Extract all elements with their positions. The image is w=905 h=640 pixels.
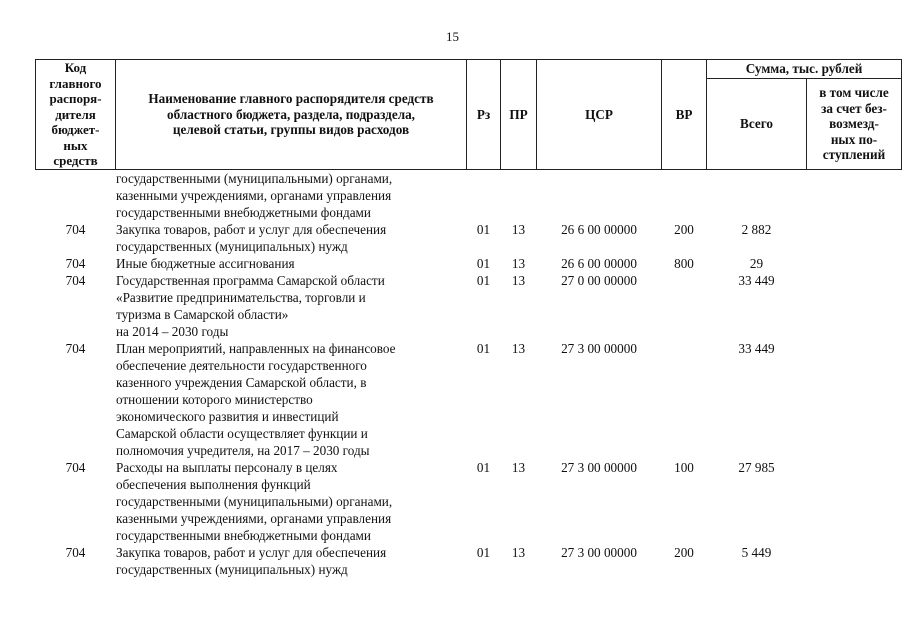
row-csr: 26 6 00 00000 [561, 255, 637, 271]
row-code: 704 [65, 459, 86, 475]
row-name [116, 340, 467, 459]
table-row [36, 459, 902, 544]
row-extra [807, 459, 902, 544]
row-name-line: государственными (муниципальными) органами, [116, 170, 393, 186]
row-name-line: государственными внебюджетными фондами [116, 204, 371, 220]
row-vr: 100 [674, 459, 694, 475]
row-total: 29 [749, 255, 764, 271]
header-vr: ВР [662, 60, 707, 170]
row-name [116, 221, 467, 255]
row-name [116, 255, 467, 272]
row-vr [662, 272, 707, 340]
row-pr: 13 [511, 544, 526, 560]
table-row [36, 221, 902, 255]
row-rz: 01 [476, 340, 491, 356]
header-code: Код главного распоря- дителя бюджет- ных средств [36, 60, 116, 170]
row-total [707, 170, 807, 221]
row-rz: 01 [476, 272, 491, 288]
row-extra [807, 340, 902, 459]
row-total: 5 449 [741, 544, 772, 560]
row-code [36, 170, 116, 221]
row-name-line: Самарской области осуществляет функции и [116, 425, 368, 441]
row-csr: 27 0 00 00000 [561, 272, 637, 288]
row-vr [662, 170, 707, 221]
row-name-line: государственных (муниципальных) нужд [116, 561, 348, 577]
row-name [116, 272, 467, 340]
row-rz [467, 170, 501, 221]
row-pr: 13 [511, 459, 526, 475]
row-pr: 13 [511, 272, 526, 288]
row-name [116, 170, 467, 221]
row-name-line: обеспечение деятельности государственного [116, 357, 367, 373]
row-csr: 27 3 00 00000 [561, 544, 637, 560]
row-name-line: государственных (муниципальных) нужд [116, 238, 348, 254]
header-rz: Рз [467, 60, 501, 170]
row-csr: 27 3 00 00000 [561, 340, 637, 356]
row-total: 33 449 [738, 340, 775, 356]
row-name-line: на 2014 – 2030 годы [116, 323, 229, 339]
row-name-line: План мероприятий, направленных на финансовое [116, 340, 396, 356]
table-row [36, 170, 902, 221]
row-pr: 13 [511, 340, 526, 356]
row-name-line: казенного учреждения Самарской области, в [116, 374, 367, 390]
row-total: 27 985 [738, 459, 775, 475]
row-name-line: государственными внебюджетными фондами [116, 527, 371, 543]
header-extra: в том числе за счет без- возмезд- ных по- ступлений [807, 79, 902, 170]
row-rz: 01 [476, 255, 491, 271]
row-total: 33 449 [738, 272, 775, 288]
row-code: 704 [65, 221, 86, 237]
row-name-line: Расходы на выплаты персоналу в целях [116, 459, 338, 475]
row-pr [501, 170, 537, 221]
row-extra [807, 221, 902, 255]
page-number: 15 [446, 29, 459, 44]
row-vr: 200 [674, 544, 694, 560]
row-extra [807, 255, 902, 272]
header-sum: Сумма, тыс. рублей [707, 60, 902, 79]
table-row [36, 340, 902, 459]
header-name: Наименование главного распорядителя средств областного бюджета, раздела, подраздела, целевой статьи, группы видов расходов [116, 60, 467, 170]
row-rz: 01 [476, 544, 491, 560]
header-csr: ЦСР [537, 60, 662, 170]
budget-table [35, 59, 902, 578]
table-row [36, 544, 902, 578]
row-rz: 01 [476, 221, 491, 237]
table-row [36, 272, 902, 340]
row-name-line: Закупка товаров, работ и услуг для обеспечения [116, 544, 387, 560]
row-name [116, 459, 467, 544]
row-name-line: «Развитие предпринимательства, торговли и [116, 289, 366, 305]
row-vr [662, 340, 707, 459]
row-name-line: казенными учреждениями, органами управления [116, 187, 392, 203]
row-name-line: обеспечения выполнения функций [116, 476, 311, 492]
row-csr: 26 6 00 00000 [561, 221, 637, 237]
row-name [116, 544, 467, 578]
table-row [36, 255, 902, 272]
row-csr: 27 3 00 00000 [561, 459, 637, 475]
row-name-line: Закупка товаров, работ и услуг для обеспечения [116, 221, 387, 237]
row-pr: 13 [511, 255, 526, 271]
row-rz: 01 [476, 459, 491, 475]
row-name-line: казенными учреждениями, органами управления [116, 510, 392, 526]
row-pr: 13 [511, 221, 526, 237]
header-total: Всего [707, 79, 807, 170]
row-name-line: Иные бюджетные ассигнования [116, 255, 295, 271]
row-vr: 200 [674, 221, 694, 237]
table-body [36, 169, 902, 578]
header-pr: ПР [501, 60, 537, 170]
row-code: 704 [65, 340, 86, 356]
row-code: 704 [65, 544, 86, 560]
row-total: 2 882 [741, 221, 772, 237]
row-name-line: полномочия учредителя, на 2017 – 2030 годы [116, 442, 370, 458]
row-extra [807, 272, 902, 340]
row-extra [807, 170, 902, 221]
row-extra [807, 544, 902, 578]
table-header [36, 60, 902, 170]
row-code: 704 [65, 255, 86, 271]
row-vr: 800 [674, 255, 694, 271]
row-name-line: отношении которого министерство [116, 391, 313, 407]
row-name-line: экономического развития и инвестиций [116, 408, 339, 424]
row-name-line: государственными (муниципальными) органами, [116, 493, 393, 509]
row-csr [537, 170, 662, 221]
row-name-line: Государственная программа Самарской области [116, 272, 385, 288]
row-name-line: туризма в Самарской области» [116, 306, 289, 322]
row-code: 704 [65, 272, 86, 288]
